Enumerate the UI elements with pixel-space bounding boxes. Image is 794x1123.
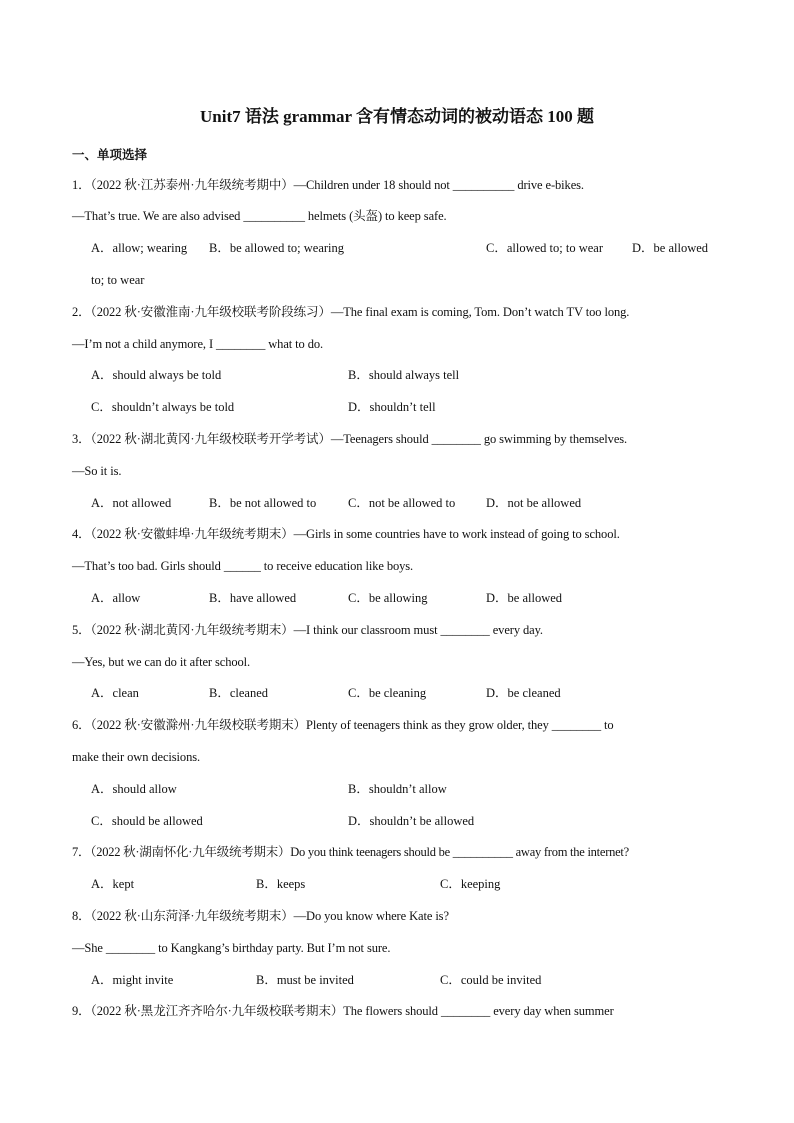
question-6-stem: 6．（2022 秋·安徽滁州·九年级校联考期末）Plenty of teenagers think as they grow older, they ________ to bbox=[72, 718, 614, 732]
question-2-stem: 2．（2022 秋·安徽淮南·九年级校联考阶段练习）—The final exam is coming, Tom. Don’t watch TV too long. bbox=[72, 305, 630, 319]
question-1-option-a: A．allow; wearing bbox=[91, 241, 188, 255]
question-3-stem: 3．（2022 秋·湖北黄冈·九年级校联考开学考试）—Teenagers should ________ go swimming by themselves. bbox=[72, 432, 628, 446]
question-6-option-a: A．should allow bbox=[91, 782, 177, 796]
question-8-line2: —She ________ to Kangkang’s birthday party. But I’m not sure. bbox=[72, 941, 391, 955]
question-7-option-b: B．keeps bbox=[256, 877, 306, 891]
question-1-stem: 1．（2022 秋·江苏泰州·九年级统考期中）—Children under 18 should not __________ drive e-bikes. bbox=[72, 178, 584, 192]
question-3-option-a: A．not allowed bbox=[91, 496, 172, 510]
question-6-option-c: C．should be allowed bbox=[91, 814, 203, 828]
question-3-option-c: C．not be allowed to bbox=[348, 496, 456, 510]
question-3-option-d: D．not be allowed bbox=[486, 496, 582, 510]
question-6-option-d: D．shouldn’t be allowed bbox=[348, 814, 475, 828]
question-5-option-b: B．cleaned bbox=[209, 686, 269, 700]
question-6-line2: make their own decisions. bbox=[72, 750, 201, 764]
question-1-line2: —That’s true. We are also advised __________ helmets (头盔) to keep safe. bbox=[72, 209, 447, 223]
question-4-option-d: D．be allowed bbox=[486, 591, 563, 605]
question-4-option-a: A．allow bbox=[91, 591, 141, 605]
question-7-stem: 7．（2022 秋·湖南怀化·九年级统考期末）Do you think teenagers should be __________ away from the internet? bbox=[72, 845, 629, 859]
question-5-line2: —Yes, but we can do it after school. bbox=[72, 655, 251, 669]
question-5-option-c: C．be cleaning bbox=[348, 686, 427, 700]
question-2-option-b: B．should always tell bbox=[348, 368, 460, 382]
question-8-option-b: B．must be invited bbox=[256, 973, 354, 987]
question-5-option-a: A．clean bbox=[91, 686, 139, 700]
question-8-stem: 8．（2022 秋·山东菏泽·九年级统考期末）—Do you know where Kate is? bbox=[72, 909, 449, 923]
question-3-option-b: B．be not allowed to bbox=[209, 496, 317, 510]
question-4-stem: 4．（2022 秋·安徽蚌埠·九年级统考期末）—Girls in some countries have to work instead of going to school. bbox=[72, 527, 620, 541]
question-4-option-b: B．have allowed bbox=[209, 591, 297, 605]
question-1-option-d-cont: to; to wear bbox=[91, 273, 145, 287]
question-4-option-c: C．be allowing bbox=[348, 591, 428, 605]
question-1-option-b: B．be allowed to; wearing bbox=[209, 241, 345, 255]
question-1-option-d: D．be allowed bbox=[632, 241, 709, 255]
question-1-option-c: C．allowed to; to wear bbox=[486, 241, 603, 255]
question-6-option-b: B．shouldn’t allow bbox=[348, 782, 447, 796]
question-2-line2: —I’m not a child anymore, I ________ what to do. bbox=[72, 337, 324, 351]
question-5-option-d: D．be cleaned bbox=[486, 686, 561, 700]
question-9-stem: 9．（2022 秋·黑龙江齐齐哈尔·九年级校联考期末）The flowers should ________ every day when summer bbox=[72, 1004, 614, 1018]
question-2-option-d: D．shouldn’t tell bbox=[348, 400, 436, 414]
question-3-line2: —So it is. bbox=[72, 464, 122, 478]
question-8-option-c: C．could be invited bbox=[440, 973, 542, 987]
question-2-option-a: A．should always be told bbox=[91, 368, 222, 382]
question-5-stem: 5．（2022 秋·湖北黄冈·九年级统考期末）—I think our classroom must ________ every day. bbox=[72, 623, 543, 637]
page-title: Unit7 语法 grammar 含有情态动词的被动语态 100 题 bbox=[200, 107, 594, 126]
question-7-option-c: C．keeping bbox=[440, 877, 501, 891]
section-heading: 一、单项选择 bbox=[72, 147, 148, 162]
question-2-option-c: C．shouldn’t always be told bbox=[91, 400, 235, 414]
question-7-option-a: A．kept bbox=[91, 877, 135, 891]
question-4-line2: —That’s too bad. Girls should ______ to receive education like boys. bbox=[72, 559, 414, 573]
question-8-option-a: A．might invite bbox=[91, 973, 174, 987]
